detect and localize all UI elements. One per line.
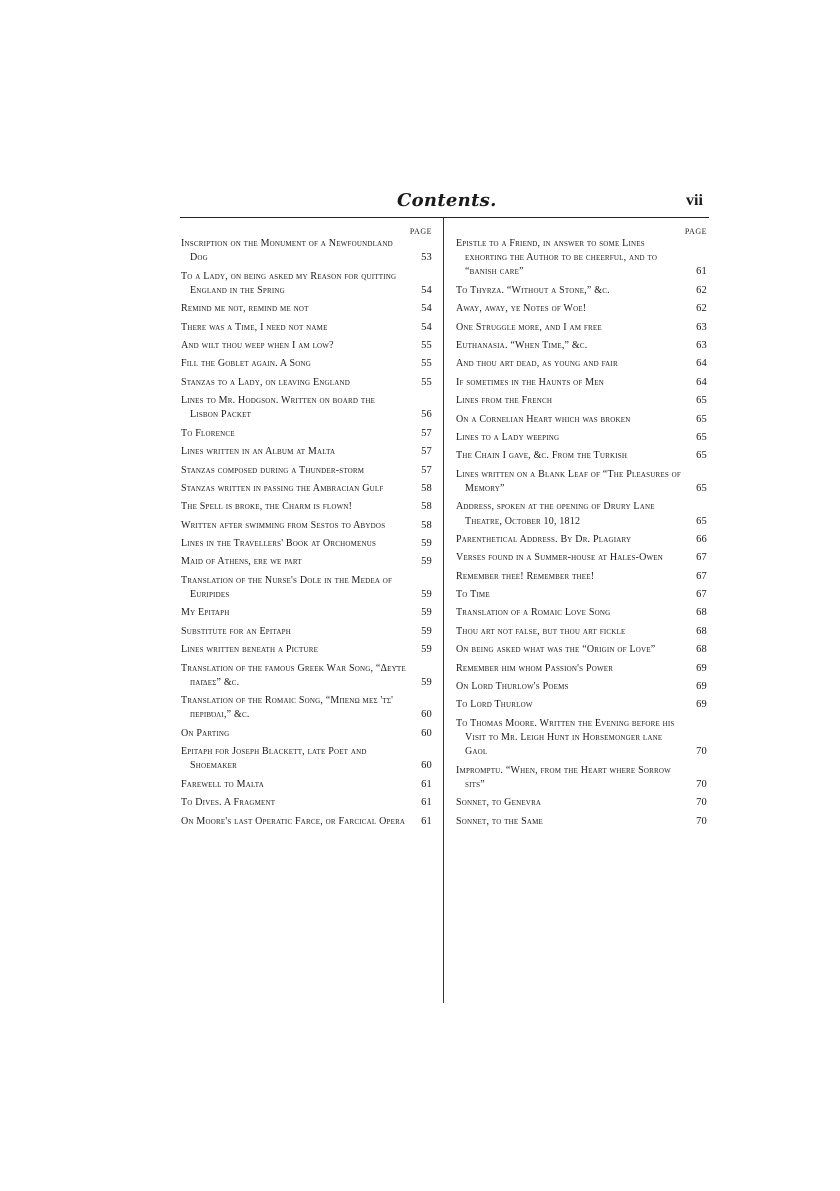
contents-entry — [456, 468, 707, 496]
entry-page: 60 — [421, 709, 432, 721]
entry-title: There was a Time, I need not name — [181, 321, 328, 333]
contents-entry — [181, 555, 432, 569]
entry-page: 70 — [696, 797, 707, 809]
contents-entry — [456, 284, 707, 298]
entry-page: 59 — [421, 644, 432, 656]
left-column — [181, 226, 432, 833]
entry-page: 57 — [421, 464, 432, 476]
entry-page: 68 — [696, 607, 707, 619]
contents-entry — [181, 427, 432, 441]
contents-entry — [181, 376, 432, 390]
entry-title: The Chain I gave, &c. From the Turkish — [456, 450, 628, 462]
entry-title: Substitute for an Epitaph — [181, 625, 291, 637]
contents-entry — [181, 662, 432, 690]
entry-title: Impromptu. “When, from the Heart where Sorrow sits” — [456, 764, 671, 790]
entry-title: Away, away, ye Notes of Woe! — [456, 303, 587, 315]
entry-page: 65 — [696, 413, 707, 425]
contents-entry — [456, 625, 707, 639]
contents-entry — [456, 551, 707, 565]
contents-list-right — [456, 237, 707, 829]
entry-page: 55 — [421, 376, 432, 388]
entry-title: Translation of the famous Greek War Song, “Δεῦτε παῖδες” &c. — [181, 662, 406, 688]
entry-page: 68 — [696, 644, 707, 656]
contents-entry — [456, 680, 707, 694]
contents-entry — [181, 270, 432, 298]
contents-entry — [456, 500, 707, 528]
contents-entry — [456, 588, 707, 602]
entry-page: 59 — [421, 538, 432, 550]
header-rule — [180, 217, 709, 218]
entry-title: On Lord Thurlow's Poems — [456, 681, 569, 693]
entry-title: On a Cornelian Heart which was broken — [456, 413, 631, 425]
entry-title: Translation of the Nurse's Dole in the Medea of Euripides — [181, 574, 393, 601]
entry-page: 66 — [696, 533, 707, 545]
entry-title: Remember him whom Passion's Power — [456, 662, 614, 674]
entry-title: Thou art not false, but thou art fickle — [456, 625, 626, 637]
entry-page: 68 — [696, 625, 707, 637]
entry-page: 54 — [421, 321, 432, 333]
entry-page: 69 — [696, 699, 707, 711]
entry-page: 58 — [421, 519, 432, 531]
contents-entry — [181, 643, 432, 657]
entry-title: Stanzas to a Lady, on leaving England — [181, 376, 351, 388]
entry-page: 65 — [696, 515, 707, 527]
entry-page: 67 — [696, 570, 707, 582]
entry-title: Maid of Athens, ere we part — [181, 556, 302, 568]
contents-entry — [181, 694, 432, 722]
contents-entry — [181, 815, 432, 829]
contents-entry — [181, 394, 432, 422]
contents-entry — [181, 445, 432, 459]
contents-entry — [181, 482, 432, 496]
right-column — [456, 226, 707, 833]
entry-page: 65 — [696, 482, 707, 494]
contents-entry — [181, 745, 432, 773]
entry-page: 55 — [421, 339, 432, 351]
page-column-label: PAGE — [684, 227, 707, 236]
entry-page: 64 — [696, 376, 707, 388]
entry-title: To a Lady, on being asked my Reason for quitting England in the Spring — [181, 270, 397, 296]
contents-entry — [181, 606, 432, 620]
contents-entry — [181, 727, 432, 741]
contents-entry — [456, 339, 707, 353]
entry-page: 53 — [421, 252, 432, 264]
entry-title: Translation of the Romaic Song, “Μπενω μες 'τσ' περιβόλι,” &c. — [181, 695, 394, 721]
entry-page: 69 — [696, 681, 707, 693]
entry-page: 59 — [421, 625, 432, 637]
entry-title: Lines written beneath a Picture — [181, 644, 319, 656]
entry-page: 70 — [696, 746, 707, 758]
contents-entry — [181, 625, 432, 639]
entry-title: Fill the Goblet again. A Song — [181, 358, 312, 370]
entry-page: 64 — [696, 358, 707, 370]
entry-page: 63 — [696, 321, 707, 333]
entry-title: Stanzas composed during a Thunder-storm — [181, 464, 365, 476]
entry-title: Address, spoken at the opening of Drury Lane Theatre, October 10, 1812 — [456, 501, 655, 527]
entry-title: Lines from the French — [456, 395, 553, 407]
entry-title: To Florence — [181, 427, 235, 439]
contents-entry — [456, 815, 707, 829]
entry-title: One Struggle more, and I am free — [456, 321, 602, 333]
entry-page: 55 — [421, 358, 432, 370]
entry-page: 60 — [421, 727, 432, 739]
entry-title: Sonnet, to the Same — [456, 815, 544, 827]
contents-entry — [456, 357, 707, 371]
entry-title: To Lord Thurlow — [456, 699, 533, 711]
entry-page: 62 — [696, 303, 707, 315]
contents-entry — [456, 302, 707, 316]
entry-page: 65 — [696, 431, 707, 443]
entry-title: Farewell to Malta — [181, 778, 264, 790]
contents-entry — [456, 643, 707, 657]
entry-title: Sonnet, to Genevra — [456, 797, 542, 809]
contents-entry — [456, 570, 707, 584]
contents-entry — [181, 537, 432, 551]
page-number: vii — [686, 192, 703, 209]
contents-entry — [181, 357, 432, 371]
entry-page: 59 — [421, 556, 432, 568]
entry-page: 70 — [696, 778, 707, 790]
entry-title: On Moore's last Operatic Farce, or Farcical Opera — [181, 815, 406, 827]
entry-page: 65 — [696, 450, 707, 462]
entry-title: Remind me not, remind me not — [181, 303, 309, 315]
entry-title: Parenthetical Address. By Dr. Plagiary — [456, 533, 632, 545]
entry-title: Inscription on the Monument of a Newfoundland Dog — [181, 238, 393, 264]
entry-page: 57 — [421, 446, 432, 458]
entry-title: Euthanasia. “When Time,” &c. — [456, 339, 588, 351]
contents-entry — [181, 519, 432, 533]
contents-entry — [181, 500, 432, 514]
entry-title: To Time — [456, 589, 490, 601]
entry-title: Written after swimming from Sestos to Abydos — [181, 519, 386, 531]
entry-title: The Spell is broke, the Charm is flown! — [181, 501, 353, 513]
contents-entry — [456, 717, 707, 760]
contents-entry — [181, 321, 432, 335]
contents-entry — [181, 574, 432, 602]
entry-title: To Thyrza. “Without a Stone,” &c. — [456, 284, 610, 296]
entry-page: 59 — [421, 607, 432, 619]
entry-title: Epitaph for Joseph Blackett, late Poet and Shoemaker — [181, 746, 367, 772]
entry-page: 65 — [696, 395, 707, 407]
column-divider — [443, 218, 444, 1003]
entry-page: 69 — [696, 662, 707, 674]
entry-page: 61 — [421, 815, 432, 827]
contents-heading: Contents. — [397, 190, 497, 211]
entry-page: 61 — [421, 797, 432, 809]
entry-page: 59 — [421, 676, 432, 688]
entry-title: My Epitaph — [181, 607, 230, 619]
entry-title: To Thomas Moore. Written the Evening before his Visit to Mr. Leigh Hunt in Horsemonger lane Gaol — [456, 717, 675, 758]
contents-list-left — [181, 237, 432, 829]
contents-entry — [456, 376, 707, 390]
entry-page: 59 — [421, 589, 432, 601]
entry-title: Stanzas written in passing the Ambracian Gulf — [181, 482, 384, 494]
entry-page: 67 — [696, 589, 707, 601]
contents-entry — [456, 321, 707, 335]
contents-entry — [456, 413, 707, 427]
entry-page: 60 — [421, 760, 432, 772]
contents-entry — [456, 662, 707, 676]
entry-title: Lines written in an Album at Malta — [181, 446, 336, 458]
entry-page: 61 — [696, 266, 707, 278]
contents-entry — [181, 339, 432, 353]
entry-title: Epistle to a Friend, in answer to some Lines exhorting the Author to be cheerful, and to “banish care” — [456, 238, 658, 278]
entry-title: And thou art dead, as young and fair — [456, 358, 618, 370]
contents-entry — [181, 237, 432, 265]
entry-title: And wilt thou weep when I am low? — [181, 339, 334, 351]
contents-entry — [456, 394, 707, 408]
contents-entry — [181, 778, 432, 792]
contents-entry — [456, 431, 707, 445]
contents-entry — [456, 764, 707, 792]
contents-entry — [456, 449, 707, 463]
contents-entry — [181, 464, 432, 478]
entry-title: Lines in the Travellers' Book at Orchomenus — [181, 538, 377, 550]
entry-title: On being asked what was the “Origin of Love” — [456, 644, 656, 656]
entry-page: 58 — [421, 482, 432, 494]
entry-title: If sometimes in the Haunts of Men — [456, 376, 604, 388]
entry-title: Translation of a Romaic Love Song — [456, 607, 611, 619]
entry-title: Lines written on a Blank Leaf of “The Pleasures of Memory” — [456, 468, 681, 494]
entry-page: 54 — [421, 284, 432, 296]
entry-page: 58 — [421, 501, 432, 513]
entry-page: 70 — [696, 815, 707, 827]
entry-page: 63 — [696, 339, 707, 351]
contents-entry — [456, 606, 707, 620]
entry-title: To Dives. A Fragment — [181, 797, 276, 809]
entry-page: 56 — [421, 409, 432, 421]
contents-entry — [456, 698, 707, 712]
entry-title: Remember thee! Remember thee! — [456, 570, 595, 582]
entry-title: On Parting — [181, 727, 230, 739]
contents-entry — [181, 796, 432, 810]
contents-entry — [456, 796, 707, 810]
entry-title: Lines to Mr. Hodgson. Written on board the Lisbon Packet — [181, 395, 376, 421]
contents-entry — [456, 533, 707, 547]
contents-entry — [181, 302, 432, 316]
entry-title: Verses found in a Summer-house at Hales-Owen — [456, 552, 664, 564]
entry-page: 62 — [696, 284, 707, 296]
entry-page: 61 — [421, 778, 432, 790]
entry-title: Lines to a Lady weeping — [456, 431, 560, 443]
contents-entry — [456, 237, 707, 280]
entry-page: 57 — [421, 427, 432, 439]
entry-page: 67 — [696, 552, 707, 564]
entry-page: 54 — [421, 303, 432, 315]
page-column-label: PAGE — [409, 227, 432, 236]
